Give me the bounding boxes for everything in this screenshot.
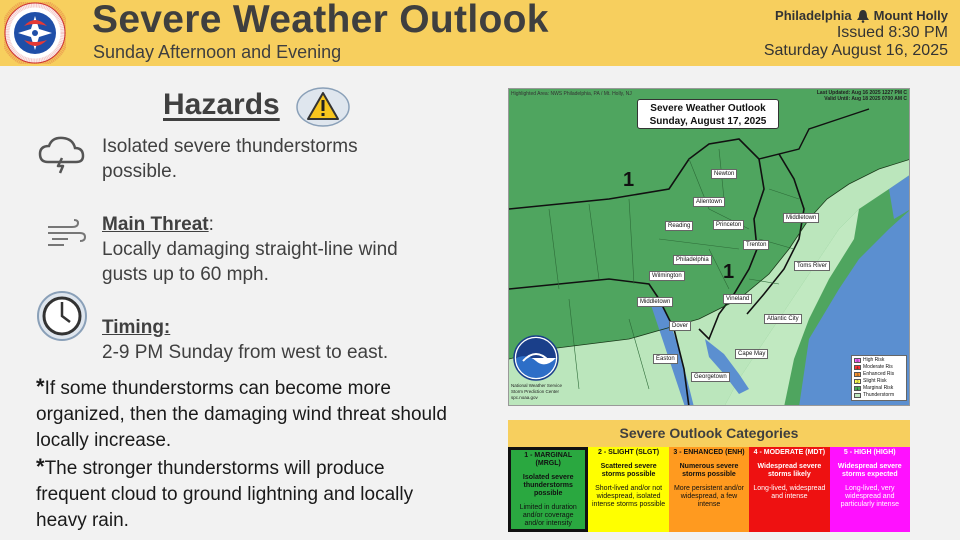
outlook-map <box>508 88 910 406</box>
city-label: Wilmington <box>649 271 685 281</box>
city-label: Middletown <box>637 297 673 307</box>
risk-label-1: 1 <box>623 169 635 191</box>
legend-label: Thunderstorm <box>863 392 895 398</box>
city-label: Allentown <box>693 197 725 207</box>
category-note: More persistent and/or widespread, a few intense <box>673 485 745 508</box>
main-threat-text: Locally damaging straight-line wind gusts up to 60 mph. <box>102 239 398 285</box>
note-text: If some thunderstorms can become more organized, then the damaging wind threat should locally increase. <box>36 378 447 451</box>
category-note: Short-lived and/or not widespread, isolated intense storms possible <box>592 485 666 508</box>
legend-swatch: 1 <box>854 386 861 391</box>
category-title: 4 - MODERATE (MDT) <box>753 449 826 456</box>
credit-line: spc.noaa.gov <box>511 395 538 400</box>
city-label: Reading <box>665 221 693 231</box>
city-label: Princeton <box>713 220 744 230</box>
category-box <box>749 447 829 532</box>
legend-item <box>854 364 904 371</box>
legend-label: Enhanced Ris <box>863 371 895 377</box>
category-box <box>508 447 588 532</box>
note-lightning <box>36 454 456 534</box>
city-label: Cape May <box>735 349 768 359</box>
note-organized-storms <box>36 374 456 454</box>
legend-item <box>854 357 904 364</box>
city-label: Middletown <box>783 213 819 223</box>
categories-heading: Severe Outlook Categories <box>508 420 910 447</box>
warning-icon <box>296 87 350 127</box>
category-title: 3 - ENHANCED (ENH) <box>673 449 745 456</box>
credit-line: Storm Prediction Center <box>511 389 560 394</box>
category-title: 2 - SLIGHT (SLGT) <box>598 449 660 456</box>
legend-label: Slight Risk <box>863 378 887 384</box>
office-label <box>775 8 948 23</box>
city-label: Trenton <box>743 240 769 250</box>
page-subtitle: Sunday Afternoon and Evening <box>93 42 342 62</box>
main-threat-colon: : <box>208 214 214 235</box>
category-desc: Widespread severe storms likely <box>757 463 822 478</box>
city-label: Atlantic City <box>764 314 802 324</box>
legend-item <box>854 378 904 385</box>
legend-item <box>854 385 904 392</box>
category-box <box>830 447 910 532</box>
category-title: 5 - HIGH (HIGH) <box>843 449 896 456</box>
note-text: The stronger thunderstorms will produce frequent cloud to ground lightning and locally heavy rain. <box>36 458 414 531</box>
timing-heading <box>102 315 170 340</box>
outlook-categories <box>508 420 910 534</box>
category-desc: Numerous severe storms possible <box>679 463 739 478</box>
category-title: 1 - MARGINAL (MRGL) <box>524 452 573 467</box>
thunderstorm-icon <box>36 132 86 174</box>
nws-logo-icon <box>4 2 66 64</box>
legend-swatch: 5 <box>854 358 861 363</box>
legend-label: Marginal Risk <box>863 385 894 391</box>
category-desc: Widespread severe storms expected <box>837 463 902 478</box>
credit-line: National Weather Service <box>511 383 562 388</box>
map-last-updated: Last Updated: Aug 16 2025 1227 PM C <box>816 90 907 96</box>
liberty-bell-icon <box>856 9 870 23</box>
main-threat-label: Main Threat <box>102 214 209 235</box>
main-threat-heading <box>102 212 214 237</box>
category-desc: Scattered severe storms possible <box>600 463 657 478</box>
note-star: * <box>36 374 45 399</box>
noaa-logo-icon <box>513 335 559 381</box>
map-title-box <box>637 99 779 129</box>
clock-icon <box>36 290 88 342</box>
note-star: * <box>36 454 45 479</box>
category-desc: Isolated severe thunderstorms possible <box>522 474 574 497</box>
legend-item <box>854 371 904 378</box>
hazard-thunderstorms-text: Isolated severe thunderstorms possible. <box>102 136 358 182</box>
city-label: Dover <box>669 321 691 331</box>
office-right: Mount Holly <box>873 8 948 23</box>
legend-label: Moderate Ris <box>863 364 893 370</box>
page-title: Severe Weather Outlook <box>92 0 549 41</box>
map-valid-until: Valid Until: Aug 18 2025 0700 AM C <box>824 96 907 102</box>
header-bar <box>0 0 960 66</box>
legend-label: High Risk <box>863 357 885 363</box>
legend-swatch: 3 <box>854 372 861 377</box>
timing-label: Timing: <box>102 317 171 338</box>
city-label: Georgetown <box>691 372 730 382</box>
category-note: Long-lived, widespread and intense <box>753 485 826 500</box>
city-label: Philadelphia <box>673 255 712 265</box>
category-box <box>588 447 668 532</box>
category-box <box>669 447 749 532</box>
category-note: Limited in duration and/or coverage and/or intensity <box>519 504 577 527</box>
city-label: Vineland <box>723 294 752 304</box>
timing-text: 2-9 PM Sunday from west to east. <box>102 342 389 363</box>
legend-swatch: 4 <box>854 365 861 370</box>
map-title-line1: Severe Weather Outlook <box>650 103 766 114</box>
legend-item <box>854 392 904 399</box>
risk-label-1: 1 <box>723 261 735 283</box>
map-graphic <box>509 89 910 406</box>
map-legend <box>851 355 907 401</box>
hazards-heading: Hazards <box>163 88 280 121</box>
issued-date: Saturday August 16, 2025 <box>763 42 948 59</box>
map-timestamps <box>817 90 907 102</box>
city-label: Easton <box>653 354 678 364</box>
legend-swatch: 2 <box>854 379 861 384</box>
office-left: Philadelphia <box>775 8 852 23</box>
city-label: Newton <box>711 169 737 179</box>
legend-swatch <box>854 393 861 398</box>
category-note: Long-lived, very widespread and particularly intense <box>840 485 899 508</box>
map-area-text: Highlighted Area: NWS Philadelphia, PA / Mt. Holly, NJ <box>511 91 632 97</box>
city-label: Toms River <box>794 261 830 271</box>
issued-time: Issued 8:30 PM <box>836 24 948 41</box>
map-title-line2: Sunday, August 17, 2025 <box>649 116 767 127</box>
wind-icon <box>46 219 86 249</box>
map-credit <box>511 383 581 401</box>
